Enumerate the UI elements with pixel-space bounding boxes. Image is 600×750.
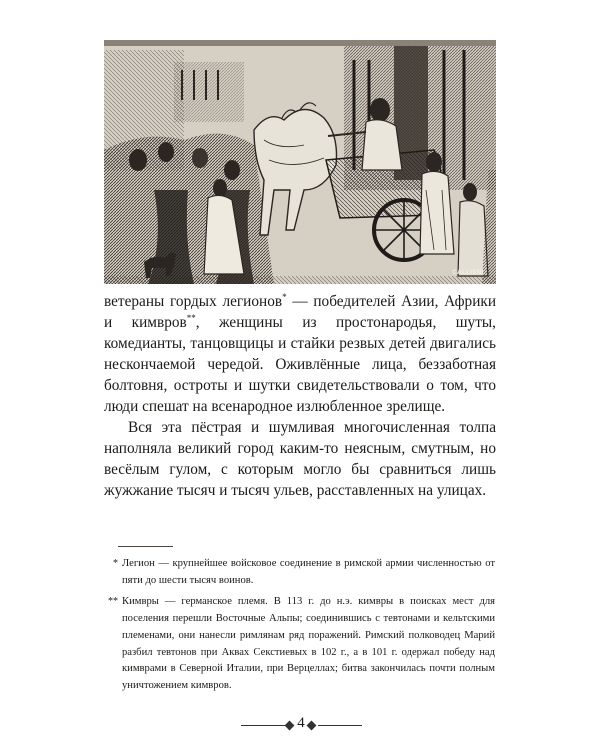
footnote-mark: ** — [108, 596, 118, 608]
footnote — [108, 594, 495, 694]
footnotes — [108, 556, 495, 700]
footer-rule — [241, 725, 285, 726]
page-number: 4 — [297, 715, 305, 731]
engraver-signature: CALLIENI — [452, 270, 484, 276]
footnote-text: Легион — крупнейшее войсковое соединение в римской армии численностью от пяти до шести тысяч воинов. — [122, 558, 495, 586]
footnote-reference: * — [282, 291, 287, 302]
main-text — [104, 291, 496, 501]
paragraph — [104, 291, 496, 417]
footer-rule — [318, 725, 362, 726]
footnote-mark: * — [113, 558, 118, 569]
paragraph: Вся эта пёстрая и шумливая многочисленная толпа наполняла великий город каким-то неясным, смутным, но весёлым гулом, с которым могло бы сравниться лишь жужжание тысяч и тысяч ульев, расставленных на улицах. — [104, 419, 496, 499]
footnote-divider — [118, 546, 173, 547]
text-run: , женщины из простонародья, шуты, комедианты, танцовщицы и стайки резвых детей двигались нескончаемой чередой. Оживлённые лица, беззаботная болтовня, остроты и шутки свидетельствовали о том, что люди спешат на всенародное излюбленное зрелище. — [104, 314, 496, 415]
footnote-text: Кимвры — германское племя. В 113 г. до н.э. кимвры в поисках мест для поселения перешли Восточные Альпы; соединившись с тевтонами и кельтскими племенами, они нанесли римлянам ряд поражений. Римский полководец Марий разбил тевтонов при Аквах Секстиевых в 102 г., а в 101 г. одержал победу над кимврами в Северной Италии, при Верцеллах; битва закончилась почти полным уничтожением кимвров. — [122, 596, 495, 691]
footnote-reference: ** — [186, 312, 196, 323]
footnote — [113, 556, 495, 589]
chariot-procession-engraving — [104, 40, 496, 284]
engraving-illustration — [104, 40, 496, 284]
page-footer — [0, 715, 600, 735]
text-run: — победителей Азии, Африки и кимвров — [104, 293, 497, 331]
text-run: ветераны гордых легионов — [104, 293, 283, 310]
